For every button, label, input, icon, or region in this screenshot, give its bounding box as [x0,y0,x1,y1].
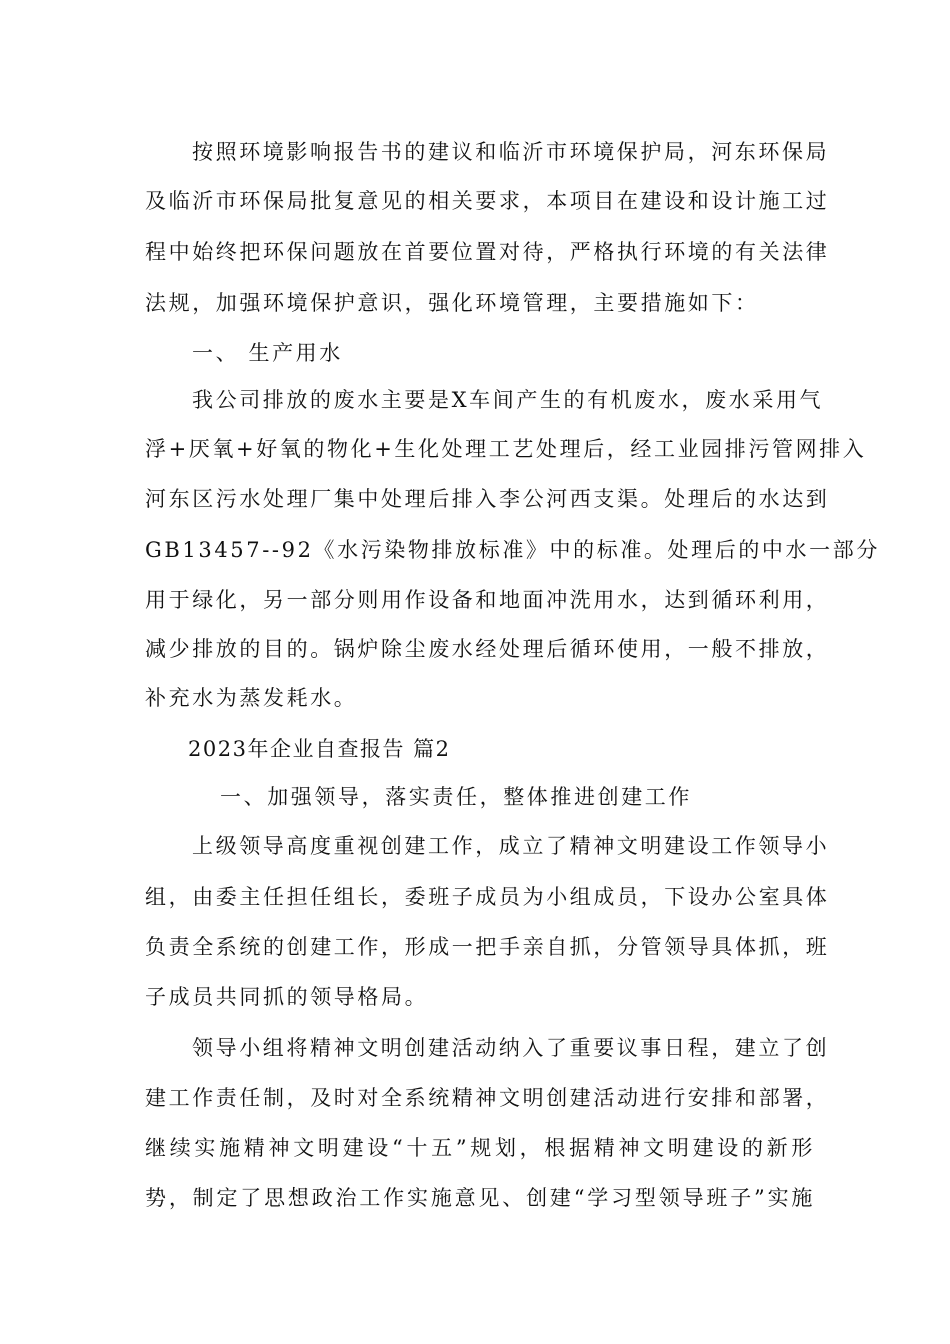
section-heading-leadership: 一、加强领导，落实责任，整体推进创建工作 [220,785,692,809]
paragraph-2-line-7: 补充水为蒸发耗水。 [145,686,358,710]
paragraph-2-line-3: 河东区污水处理厂集中处理后排入李公河西支渠。处理后的水达到 [145,487,830,511]
report-subtitle: 2023年企业自查报告 篇2 [188,737,451,761]
paragraph-2-line-5: 用于绿化，另一部分则用作设备和地面冲洗用水，达到循环利用， [145,588,830,612]
paragraph-2-line-4: GB13457--92《水污染物排放标准》中的标准。处理后的中水一部分 [145,538,880,562]
paragraph-3-line-2: 组，由委主任担任组长，委班子成员为小组成员，下设办公室具体 [145,885,830,909]
section-heading-production-water: 一、 生产用水 [192,341,343,365]
paragraph-2-line-6: 减少排放的目的。锅炉除尘废水经处理后循环使用，一般不排放， [145,637,830,661]
paragraph-1-line-1: 按照环境影响报告书的建议和临沂市环境保护局，河东环保局 [192,140,830,164]
paragraph-4-line-3: 继续实施精神文明建设“十五”规划，根据精神文明建设的新形 [145,1136,815,1160]
paragraph-3-line-3: 负责全系统的创建工作，形成一把手亲自抓，分管领导具体抓，班 [145,935,830,959]
paragraph-2-line-2: 浮+厌氧+好氧的物化+生化处理工艺处理后，经工业园排污管网排入 [145,437,867,461]
paragraph-4-line-2: 建工作责任制，及时对全系统精神文明创建活动进行安排和部署， [145,1086,830,1110]
paragraph-1-line-2: 及临沂市环保局批复意见的相关要求，本项目在建设和设计施工过 [145,189,830,213]
paragraph-4-line-4: 势，制定了思想政治工作实施意见、创建“学习型领导班子”实施 [145,1186,815,1210]
paragraph-1-line-4: 法规，加强环境保护意识，强化环境管理，主要措施如下： [145,291,759,315]
paragraph-2-line-1: 我公司排放的废水主要是X车间产生的有机废水，废水采用气 [192,388,824,412]
paragraph-3-line-1: 上级领导高度重视创建工作，成立了精神文明建设工作领导小 [192,834,830,858]
paragraph-4-line-1: 领导小组将精神文明创建活动纳入了重要议事日程，建立了创 [192,1036,830,1060]
paragraph-1-line-3: 程中始终把环保问题放在首要位置对待，严格执行环境的有关法律 [145,240,830,264]
paragraph-3-line-4: 子成员共同抓的领导格局。 [145,985,429,1009]
